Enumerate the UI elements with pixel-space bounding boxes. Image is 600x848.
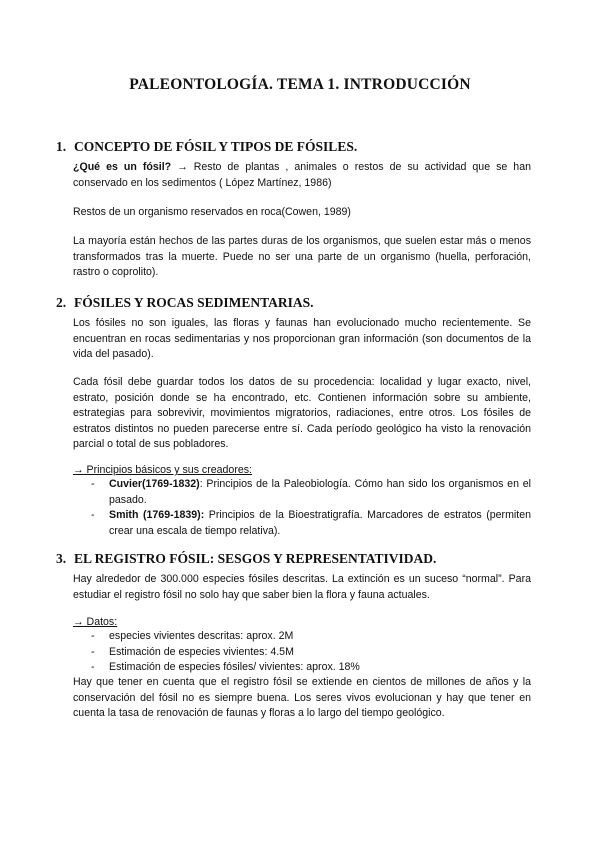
- section-3-paragraph-2: Hay que tener en cuenta que el registro fósil se extiende en cientos de millones de años y la conservación del fósil no es siempre buena. Los seres vivos evolucionan y hay que tener en cuenta la tasa de renovación de faunas y floras a lo largo del tiempo geológico.: [73, 676, 531, 719]
- list-dash: -: [91, 645, 95, 658]
- principles-list-title: → Principios básicos y sus creadores:: [73, 464, 252, 476]
- author-name: Cuvier(1769-1832): [109, 478, 200, 490]
- list-item: [73, 660, 531, 676]
- question-label: ¿Qué es un fósil?: [73, 161, 172, 173]
- section-number: 1.: [56, 139, 67, 154]
- section-number: 2.: [56, 295, 67, 310]
- list-dash: -: [91, 509, 95, 521]
- list-item: [73, 645, 531, 661]
- section-title: FÓSILES Y ROCAS SEDIMENTARIAS.: [74, 295, 314, 310]
- section-1-paragraph-2: Restos de un organismo reservados en roca(Cowen, 1989): [73, 206, 351, 218]
- list-dash: -: [91, 661, 95, 673]
- list-item: [73, 629, 531, 645]
- section-number: 3.: [56, 551, 67, 566]
- item-text: especies vivientes descritas: aprox. 2M: [109, 630, 294, 642]
- section-2-paragraph-2: Cada fósil debe guardar todos los datos de su procedencia: localidad y lugar exacto, nivel, estrato, posición donde se ha encontrado, etc. Contienen información sobre su ambiente, estrategias para sobrevivir, movimientos migratorios, radiaciones, entre otros. Los fósiles de estratos distintos no pueden parecerse entre sí. Cada período geológico ha visto la renovación parcial o total de sus pobladores.: [73, 376, 531, 450]
- list-dash: -: [91, 478, 95, 490]
- item-text: Estimación de especies fósiles/ vivientes: aprox. 18%: [109, 661, 360, 673]
- item-text: Estimación de especies vivientes: 4.5M: [109, 645, 294, 658]
- list-item: [73, 508, 531, 539]
- author-name: Smith (1769-1839):: [109, 509, 205, 521]
- item-text: Principios de la Bioestratigrafía. Marcadores de estratos (permiten crear una escala de tiempo relativa).: [109, 509, 531, 537]
- section-2-heading: [56, 295, 314, 311]
- section-title: EL REGISTRO FÓSIL: SESGOS Y REPRESENTATIVIDAD.: [74, 551, 437, 566]
- item-text: : Principios de la Paleobiología. Cómo han sido los organismos en el pasado.: [109, 478, 531, 506]
- list-item: [73, 477, 531, 508]
- section-1-paragraph-3: La mayoría están hechos de las partes duras de los organismos, que suelen estar más o menos transformados tras la muerte. Puede no ser una parte de un organismo (huella, perforación, rastro o coprolito).: [73, 235, 531, 278]
- list-dash: -: [91, 630, 95, 642]
- data-list-title: → Datos:: [73, 616, 118, 628]
- section-2-paragraph-1: Los fósiles no son iguales, las floras y faunas han evolucionado mucho recientemente. Se encuentran en rocas sedimentarias y nos proporcionan gran información (son documentos de la vida del pasado).: [73, 317, 531, 360]
- section-1-heading: [56, 139, 357, 155]
- section-1-paragraph-1: [73, 160, 531, 191]
- page-title: PALEONTOLOGÍA. TEMA 1. INTRODUCCIÓN: [129, 76, 471, 93]
- section-3-paragraph-1: Hay alrededor de 300.000 especies fósiles descritas. La extinción es un suceso “normal”. Para estudiar el registro fósil no solo hay que saber bien la flora y fauna actuales.: [73, 573, 531, 601]
- section-title: CONCEPTO DE FÓSIL Y TIPOS DE FÓSILES.: [74, 139, 358, 154]
- principles-list: [73, 477, 531, 539]
- definition-text: → Resto de plantas , animales o restos de su actividad que se han conservado en los sedimentos ( López Martínez, 1986): [73, 161, 531, 189]
- data-list: [73, 629, 531, 676]
- section-3-heading: [56, 551, 436, 567]
